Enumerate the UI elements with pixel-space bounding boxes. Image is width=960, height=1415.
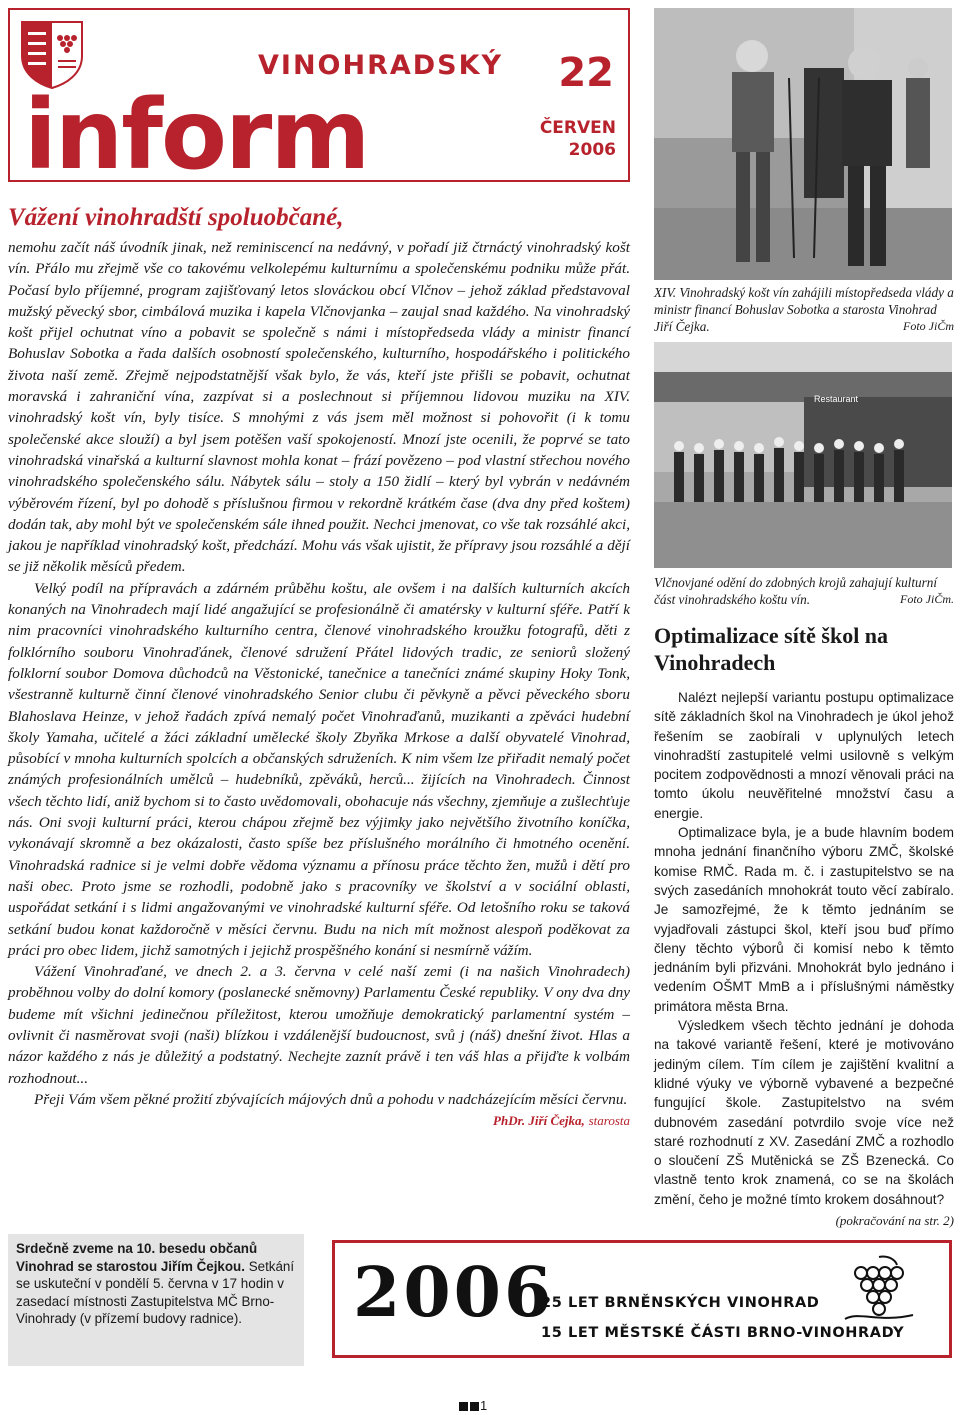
photo-opening-speech-image (654, 8, 952, 280)
inform-logo (24, 90, 444, 174)
editorial-closing-text: Přeji Vám všem pěkné prožití zbývajících májových dnů a pohodu v nadcházejícím měsíci červnu. (34, 1090, 628, 1108)
caption-text: Vlčnovjané odění do zdobných krojů zahajují kulturní část vinohradského koštu vín. (654, 575, 937, 607)
square-icon (459, 1402, 468, 1411)
issue-number: 22 (558, 50, 614, 96)
invitation-text: Setkání se uskuteční v pondělí 5. června v 17 hodin v zasedací místnosti Zastupitelstva MČ Brno-Vinohrady (v přízemí budovy radnice). (16, 1258, 295, 1327)
continued-link[interactable]: (pokračování na str. 2) (835, 1213, 954, 1229)
editorial-paragraph: Vážení Vinohraďané, ve dnech 2. a 3. června v celé naší zemi (i na našich Vinohradech) proběhnou volby do dolní komory (poslanecké sněmovny) Parlamentu České republiky. V ony dva dny budeme mít všichni jedinečnou příležitost, kterou umožňuje demokratický parlamentní systém – ovlivnit či nasměrovat svoji (naši) blízkou i vzdálenější budoucnost, svů j (náš) dnešní život. Hlas a názor každého z nás je důležitý a podstatný. Nechejte zaznít právě i ten váš hlas a přijďte k volbám rozhodnout... (8, 963, 630, 1087)
square-icon (470, 1402, 479, 1411)
masthead (8, 8, 630, 182)
editorial-closing (8, 1089, 630, 1129)
caption-text: XIV. Vinohradský košt vín zahájili místopředseda vlády a ministr financí Bohuslav Sobotka a starosta Vinohrad Jiří Čejka. (654, 285, 954, 334)
photo-folk-dancers (654, 342, 952, 568)
signature-name: PhDr. Jiří Čejka, (493, 1113, 585, 1129)
side-article-paragraph: Nalézt nejlepší variantu postupu optimalizace sítě základních škol na Vinohradech je úkol jehož řešením se zaobírali v uplynulých letech vinohradští zastupitelé velmi usilovně s velkým pocitem zodpovědnosti a mnozí věnovali práci na tomto úkolu neuvěřitelné množství času a energie. (654, 690, 954, 821)
editorial-article (8, 203, 630, 1131)
side-article-title: Optimalizace sítě škol na Vinohradech (654, 623, 889, 675)
side-article-paragraph: Výsledkem všech těchto jednání je dohoda na takové variantě řešení, které je motivováno jediným cílem. Tím cílem je zajištění kvalitní a klidné výuky ve výborně vybavené a bezpečné fungující škole. Zastupitelstvo na svém dubnovém zasedání potvrdilo svoje více než staré rozhodnutí z XV. Zasedání ZMČ a rozhodlo o sloučení ZŠ Mutěnická se ZŠ Bzenecká. Co vlastně tento krok znamená, co se na školách změní, čeho je možné tímto krokem dosáhnout? (654, 1018, 954, 1207)
editorial-paragraph: nemohu začít náš úvodník jinak, než reminiscencí na nedávný, v pořadí již čtrnáctý vinohradský košt vín. Přálo mu zřejmě vše co takovému velkolepému kulturnímu a společenskému podniku může přát. Počasí bylo příjemné, program zajišťovaný letos slováckou obcí Vlčnov – jehož základ představoval mužský pěvecký sbor, cimbálová muzika i kapela Vlčnovjanka – zaujal snad každého. Na vinohradský košt přijel ochutnat víno a pobavit se společně s námi i místopředseda vlády a ministr financí Bohuslav Sobotka a řada dalších osobností společenského, kulturního, hospodářského i politického života naší země. Zřejmě nejpodstatnější však bylo, že vás, kteří jste přišli se pobavit, ochutnat moravská i zahraniční vína, zazpívat si a poslechnout si příjemnou lidovou muziku na XIV. vinohradský košt vín, byly tisíce. S mnohými z vás jsem měl možnost si pohovořit (i k tomu společenské akce slouží) a byl jsem potěšen vaší spokojeností. Mnozí jste ocenili, že poprvé se tato vinohradská vinařská a kulturní slavnost mohla konat – frází povězeno – pod vlastní střechou nového vinohradského společenského sálu. Nábytek sálu – stoly a 150 židlí – který byl vybrán v nedávném výběrovém řízení, byl po dohodě s příslušnou firmou v rekordně krátkém čase (dva dny před koštem) dodán tak, aby mohl být ve společenském sále ihned použit. Nechci jmenovat, co vše tak rozsáhlé akci, jakou je například vinohradský košt, předchází. Mohu vás však ujistit, že přípravy jsou rozsáhlé a dějí se již několik měsíců předem. (8, 239, 630, 576)
invitation-headline: Srdečně zveme na 10. besedu občanů Vinohrad se starostou Jiřím Čejkou. (16, 1241, 258, 1274)
photo-credit: Foto JiČm. (900, 592, 954, 606)
signature (467, 1110, 630, 1131)
coat-of-arms-icon (20, 20, 84, 90)
signature-role: starosta (588, 1113, 630, 1129)
banner-line-vinohrady: 25 LET BRNĚNSKÝCH VINOHRAD (541, 1295, 820, 1311)
restaurant-sign: Restaurant (814, 394, 859, 404)
photo-caption-opening (654, 284, 954, 335)
photo-credit: Foto JiČm (903, 319, 954, 333)
masthead-title: VINOHRADSKÝ (258, 50, 504, 81)
photo-folk-dancers-image (654, 342, 952, 568)
invitation-box (8, 1234, 304, 1366)
editorial-headline: Vážení vinohradští spoluobčané, (8, 204, 344, 231)
banner-year: 2006 (353, 1253, 555, 1333)
page-number-text: 1 (480, 1398, 488, 1413)
issue-month: ČERVEN (539, 118, 616, 138)
school-optimization-article (654, 622, 954, 1230)
side-article-paragraph: Optimalizace byla, je a bude hlavním bodem mnoha jednání finančního výboru ZMČ, školské komise RMČ. Rada m. č. i zastupitelstvo se na svých zasedáních mnohokrát touto věcí zabíralo. Je samozřejmé, že k těmto jednáním se vyjadřovali zástupci škol, kteří jsou buď přímo členy těchto výborů či komisí nebo k těmto jednáním byli přizváni. Mnohokrát bylo jednáno i vedením OŠMT MmB a i příslušnými náměstky primátora města Brna. (654, 825, 954, 1014)
photo-opening-speech (654, 8, 952, 280)
anniversary-banner (332, 1240, 952, 1358)
svg-text:inform: inform (24, 90, 369, 174)
page-number (458, 1398, 487, 1413)
issue-year: 2006 (568, 140, 616, 160)
grape-icon (839, 1253, 919, 1325)
photo-caption-dancers (654, 574, 954, 608)
editorial-paragraph: Velký podíl na přípravách a zdárném průběhu koštu, ale ovšem i na dalších kulturních akcích konaných na Vinohradech mají lidé angažující se profesionálně či amatérsky v kulturní sféře. Patří k nim pracovníci vinohradského kulturního centra, členové vinohradského kroužku fotografů, děti z folklórního souboru Vinohraďánek, členové sdružení Přátel lidových tradic, ze seniorů složený folklorní soubor Domova důchodců na Věstonické, tanečnice a tanečníci známé skupiny Hoky Tonk, všestranně kulturně činní členové vinohradského Senior clubu či pěvkyně a pěvci pěveckého sboru Blahoslava Heinze, v jehož řadách zpívá nemalý počet Vinohraďanů, muzikanti a zpěváci hudební školy Yamaha, učitelé a žáci základní umělecké školy Zbyňka Mrkose a další obyvatelé Vinohrad, působící v mnoha kulturních spolcích a občanských sdruženích. K nim všem lze přiřadit nemalý počet známých profesionálních umělců – hudebníků, zpěváků, herců... žijících na Vinohradech. Činnost všech těchto lidí, aniž bychom si to často uvědomovali, obohacuje nás všechny, zjemňuje a zušlechťuje nás. Oni svoji kulturní práci, kterou chápou zřejmě bez výjimky jako největšího životního koníčka, vykonávají skromně a bez okázalosti, často spíše bez příslušného morálního či hmotného ocenění. Vinohradská radnice si je velmi dobře vědoma významu a přínosu práce těchto žen, mužů i dětí pro naši obec. Proto jsme se rozhodli, podobně jako s pracovníky ve školství a v sociální oblasti, uspořádat setkání i s lidmi angažovanými ve vinohradské kulturní sféře. Od letošního roku se taková setkání budou konat každoročně v měsíci červnu. Budu na nich mít možnost alespoň poděkovat za práci pro obec lidem, jichž samotných i jejichž prospěšného konání si nesmírně vážím. (8, 579, 630, 959)
banner-line-district: 15 LET MĚSTSKÉ ČÁSTI BRNO-VINOHRADY (541, 1325, 905, 1341)
